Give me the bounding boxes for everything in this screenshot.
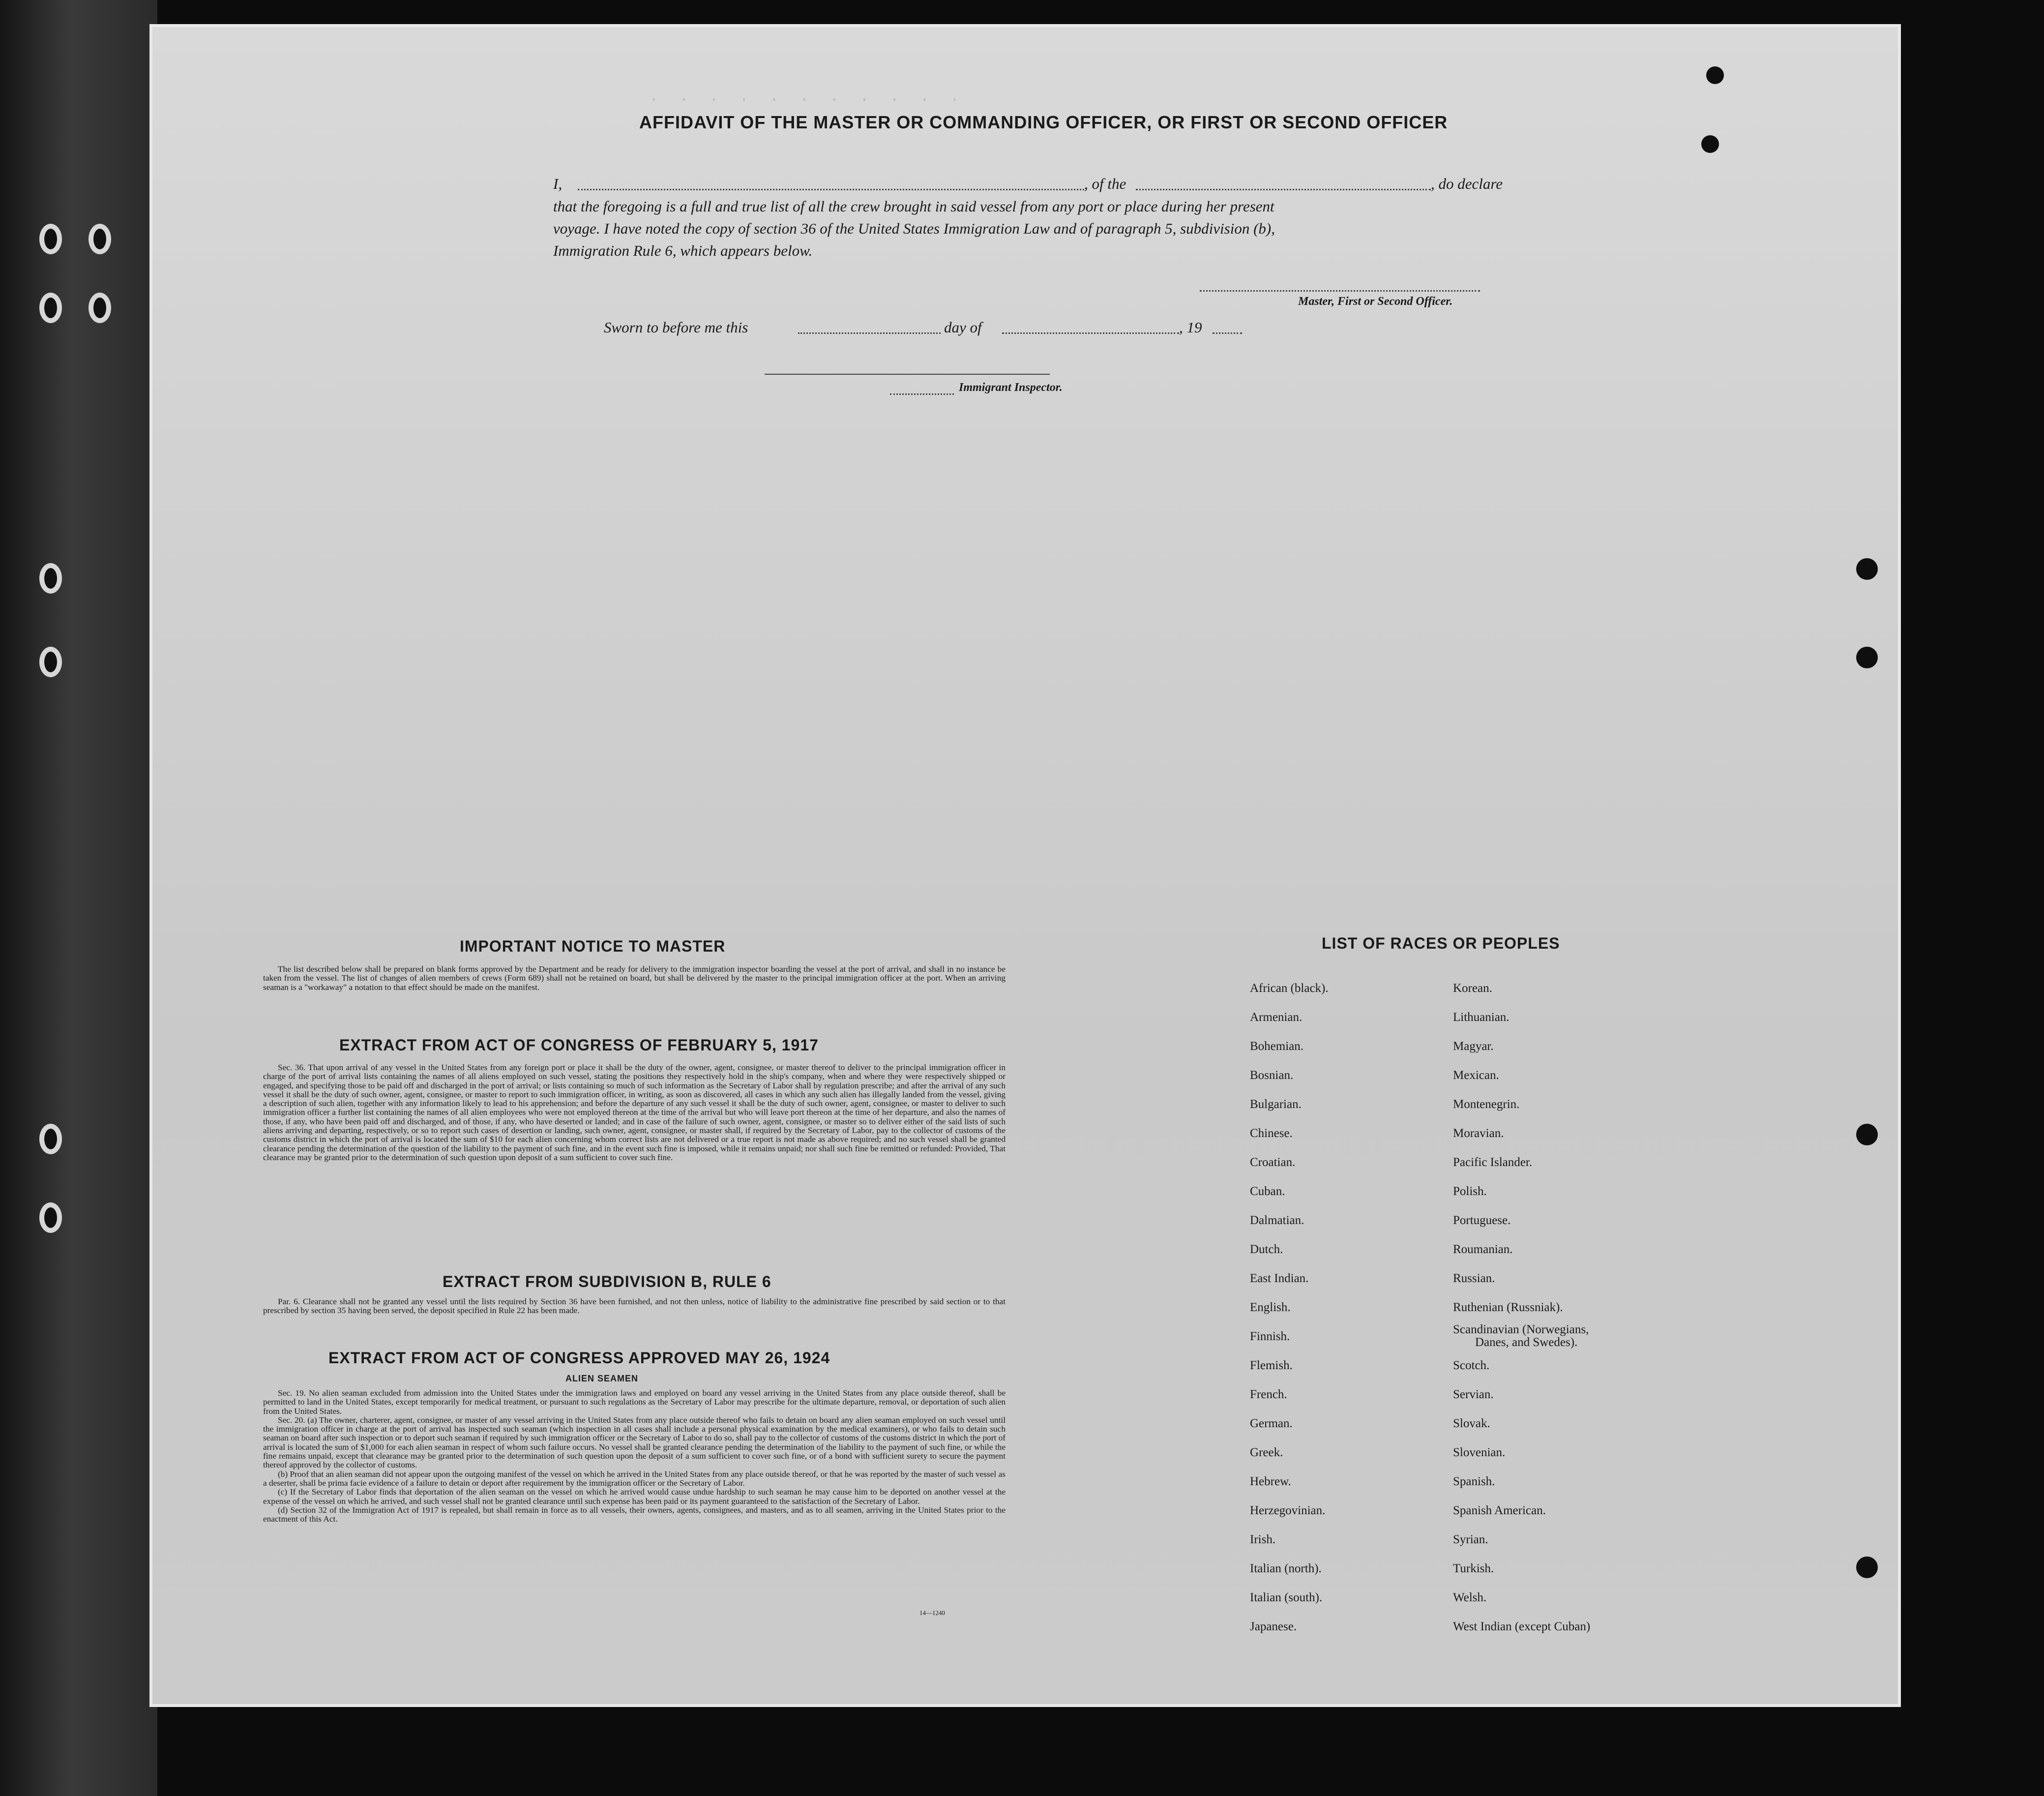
race-item: Bosnian. bbox=[1250, 1069, 1294, 1082]
bleed-through: · · · · · · · · · · · bbox=[418, 91, 960, 110]
race-item: Spanish American. bbox=[1453, 1504, 1546, 1517]
signature-caption: Master, First or Second Officer. bbox=[1298, 295, 1453, 308]
extract-rule6-title: EXTRACT FROM SUBDIVISION B, RULE 6 bbox=[443, 1273, 771, 1290]
affidavit-line-3: voyage. I have noted the copy of section 36 of the United States Immigration Law and of paragraph 5, subdivision (b), bbox=[553, 220, 1275, 237]
sworn-prefix: Sworn to before me this bbox=[604, 319, 748, 336]
race-item: Dalmatian. bbox=[1250, 1214, 1304, 1227]
punch-hole bbox=[1706, 66, 1724, 84]
race-item: Bohemian. bbox=[1250, 1040, 1304, 1053]
affidavit-line-2: that the foregoing is a full and true list of all the crew brought in said vessel from any port or place during her present bbox=[553, 198, 1274, 215]
race-item: Roumanian. bbox=[1453, 1243, 1513, 1256]
race-item: Scandinavian (Norwegians, bbox=[1453, 1323, 1589, 1336]
race-item: Spanish. bbox=[1453, 1475, 1495, 1488]
punch-hole bbox=[1856, 1124, 1878, 1145]
race-item: Armenian. bbox=[1250, 1011, 1303, 1024]
binder-hole bbox=[89, 293, 111, 323]
sworn-year: , 19 bbox=[1179, 319, 1202, 336]
race-item: Cuban. bbox=[1250, 1185, 1285, 1198]
affidavit-i: I, bbox=[553, 175, 563, 192]
race-item: Lithuanian. bbox=[1453, 1011, 1510, 1024]
vessel-blank bbox=[1136, 189, 1431, 190]
race-item: Ruthenian (Russniak). bbox=[1453, 1301, 1563, 1314]
race-item: Montenegrin. bbox=[1453, 1098, 1520, 1111]
signature-line bbox=[1200, 290, 1480, 292]
race-item: African (black). bbox=[1250, 982, 1329, 995]
race-item: Magyar. bbox=[1453, 1040, 1494, 1053]
race-item: Italian (south). bbox=[1250, 1591, 1323, 1604]
affidavit-of-the: , of the bbox=[1084, 175, 1126, 192]
race-item: Italian (north). bbox=[1250, 1562, 1322, 1575]
binder-hole bbox=[39, 563, 62, 594]
race-item: Polish. bbox=[1453, 1185, 1487, 1198]
extract-rule6-text: Par. 6. Clearance shall not be granted any vessel until the lists required by Section 36 have been furnished, and not then unless, notice of liability to the administrative fine prescribed by said section or to that prescribed by section 35 having been served, the deposit specified in Rule 22 has been made. bbox=[263, 1297, 1006, 1316]
race-item: Flemish. bbox=[1250, 1359, 1293, 1372]
affidavit-line-1 bbox=[553, 175, 1522, 195]
race-item: Finnish. bbox=[1250, 1330, 1290, 1343]
race-item: Welsh. bbox=[1453, 1591, 1487, 1604]
extract-1917-title: EXTRACT FROM ACT OF CONGRESS OF FEBRUARY 5, 1917 bbox=[339, 1036, 819, 1054]
inspector-dots bbox=[890, 393, 954, 395]
race-item: Herzegovinian. bbox=[1250, 1504, 1326, 1517]
binder-hole bbox=[39, 647, 62, 677]
punch-hole bbox=[1856, 647, 1878, 668]
punch-hole bbox=[1701, 135, 1719, 153]
extract-1924-title: EXTRACT FROM ACT OF CONGRESS APPROVED MAY 26, 1924 bbox=[328, 1349, 830, 1367]
race-item: West Indian (except Cuban) bbox=[1453, 1620, 1591, 1633]
extract-1924-body bbox=[263, 1389, 1006, 1524]
punch-hole bbox=[1856, 1557, 1878, 1578]
race-item: Turkish. bbox=[1453, 1562, 1494, 1575]
race-item: German. bbox=[1250, 1417, 1293, 1430]
sec-20a-text: Sec. 20. (a) The owner, charterer, agent, consignee, or master of any vessel arriving in the United States from any place outside thereof who fails to detain on board any alien seaman employed on such vessel until the immigration officer in charge at the port of arrival has inspected such seaman (which inspection in all cases shall include a personal physical examination by the medical examiners), or who fails to detain such seaman on board after such inspection or to deport such seaman if required by such immigration officer or the Secretary of Labor to do so, shall pay to the collector of customs of the customs district in which the port of arrival is located the sum of $1,000 for each alien seaman in respect of whom such failure occurs. No vessel shall be granted clearance pending the determination of the liability to the payment of such fine, or while the fine remains unpaid, except that clearance may be granted prior to the determination of such question upon the deposit of a sum sufficient to cover such fine, or of a bond with sufficient surety to secure the payment thereof approved by the collector of customs. bbox=[263, 1415, 1006, 1470]
race-item: Hebrew. bbox=[1250, 1475, 1291, 1488]
race-item: Mexican. bbox=[1453, 1069, 1499, 1082]
sworn-line bbox=[604, 319, 1292, 338]
extract-1917-text: Sec. 36. That upon arrival of any vessel in the United States from any foreign port or place it shall be the duty of the owner, agent, consignee, or master thereof to deliver to the principal immigration officer in charge of the port of arrival lists containing the names of all aliens employed on such vessel, stating the positions they respectively hold in the ship's company, when and where they were respectively shipped or engaged, and specifying those to be paid off and discharged in the port of arrival; or lists containing so much of such information as the Secretary of Labor shall by regulation prescribe; and after the arrival of any such vessel it shall be the duty of such owner, agent, consignee, or master to report to such immigration officer, in writing, as soon as discovered, all cases in which any such alien has illegally landed from the vessel, giving a description of such alien, together with any information likely to lead to his apprehension; and before the departure of any such vessel it shall be the duty of such owner, agent, consignee, or master to deliver to such immigration officer a further list containing the names of all alien employees who were not employed thereon at the time of the arrival but who will leave port thereon at the time of her departure, and also the names of those, if any, who have been paid off and discharged, and of those, if any, who have deserted or landed; and in case of the failure of such owner, agent, consignee, or master so to deliver either of the said lists of such aliens arriving and departing, respectively, or so to report such cases of desertion or landing, such owner, agent, consignee, or master shall, if required by the Secretary of Labor, pay to the collector of customs of the customs district in which the port of arrival is located the sum of $10 for each alien concerning whom correct lists are not delivered or a true report is not made as above required; and no such vessel shall be granted clearance pending the determination of the question of the liability to the payment of such fine, and in the event such fine is imposed, while it remains unpaid; nor shall such fine be remitted or refunded: Provided, That clearance may be granted prior to the determination of such question upon deposit of a sum sufficient to cover such fine. bbox=[263, 1063, 1006, 1162]
sec-20b-text: (b) Proof that an alien seaman did not appear upon the outgoing manifest of the vessel on which he arrived in the United States from any place outside thereof, or that he was reported by the master of such vessel as a deserter, shall be prima facie evidence of a failure to detain or deport after requirement by the immigration officer or the Secretary of Labor. bbox=[263, 1469, 1006, 1488]
race-item: Japanese. bbox=[1250, 1620, 1297, 1633]
binder-hole bbox=[39, 1202, 62, 1233]
race-item: Slovak. bbox=[1453, 1417, 1490, 1430]
race-item: Chinese. bbox=[1250, 1127, 1293, 1140]
race-item: Greek. bbox=[1250, 1446, 1283, 1459]
race-item: Syrian. bbox=[1453, 1533, 1488, 1546]
inspector-caption: Immigrant Inspector. bbox=[959, 381, 1063, 394]
punch-hole bbox=[1856, 558, 1878, 580]
race-item: Croatian. bbox=[1250, 1156, 1296, 1169]
binder-hole bbox=[89, 224, 111, 254]
race-item: Servian. bbox=[1453, 1388, 1494, 1401]
notice-text: The list described below shall be prepared on blank forms approved by the Department and be ready for delivery to the immigration inspector boarding the vessel at the port of arrival, and shall in no instance be taken from the vessel. The list of changes of alien members of crews (Form 689) shall not be retained on board, but shall be delivered by the master to the principal immigration officer at the port. When an arriving seaman is a "workaway" a notation to that effect should be made on the manifest. bbox=[263, 964, 1006, 992]
race-item: Bulgarian. bbox=[1250, 1098, 1302, 1111]
binding-edge bbox=[0, 0, 157, 1796]
race-item: Slovenian. bbox=[1453, 1446, 1506, 1459]
affidavit-declare: , do declare bbox=[1431, 175, 1503, 192]
race-item: Dutch. bbox=[1250, 1243, 1283, 1256]
sworn-day-of: day of bbox=[944, 319, 982, 336]
inspector-line bbox=[765, 374, 1050, 375]
binder-hole bbox=[39, 293, 62, 323]
race-item: English. bbox=[1250, 1301, 1291, 1314]
race-item: Korean. bbox=[1453, 982, 1492, 995]
race-item: French. bbox=[1250, 1388, 1287, 1401]
races-title: LIST OF RACES OR PEOPLES bbox=[1322, 934, 1560, 952]
affidavit-line-4: Immigration Rule 6, which appears below. bbox=[553, 242, 813, 259]
name-blank bbox=[578, 189, 1084, 190]
year-blank bbox=[1213, 332, 1242, 334]
sec-20d-text: (d) Section 32 of the Immigration Act of 1917 is repealed, but shall remain in force as to all vessels, their owners, agents, consignees, and masters, and as to all seamen, arriving in the United States prior to the enactment of this Act. bbox=[263, 1505, 1006, 1524]
race-item: Moravian. bbox=[1453, 1127, 1504, 1140]
race-item: Pacific Islander. bbox=[1453, 1156, 1533, 1169]
race-item: Irish. bbox=[1250, 1533, 1276, 1546]
sec-20c-text: (c) If the Secretary of Labor finds that deportation of the alien seaman on the vessel on which he arrived would cause undue hardship to such seaman he may cause him to be deported on another vessel at the expense of the vessel on which he arrived, and such vessel shall not be granted clearance until such expense has been paid or its payment guaranteed to the satisfaction of the Secretary of Labor. bbox=[263, 1487, 1006, 1506]
race-item: Russian. bbox=[1453, 1272, 1495, 1285]
race-item: Portuguese. bbox=[1453, 1214, 1511, 1227]
race-item: Scotch. bbox=[1453, 1359, 1490, 1372]
affidavit-title: AFFIDAVIT OF THE MASTER OR COMMANDING OFFICER, OR FIRST OR SECOND OFFICER bbox=[639, 112, 1448, 132]
binder-hole bbox=[39, 1124, 62, 1154]
race-item: East Indian. bbox=[1250, 1272, 1309, 1285]
notice-title: IMPORTANT NOTICE TO MASTER bbox=[460, 937, 726, 955]
day-blank bbox=[798, 332, 941, 334]
race-item-continuation: Danes, and Swedes). bbox=[1475, 1336, 1578, 1349]
month-blank bbox=[1002, 332, 1179, 334]
form-number: 14—1240 bbox=[919, 1609, 945, 1616]
sec-19-text: Sec. 19. No alien seaman excluded from admission into the United States under the immigration laws and employed on board any vessel arriving in the United States from any place outside thereof, shall be permitted to land in the United States, except temporarily for medical treatment, or pursuant to such regulations as the Secretary of Labor may prescribe for the ultimate departure, removal, or deportation of such alien from the United States. bbox=[263, 1388, 1006, 1416]
binder-hole bbox=[39, 224, 62, 254]
alien-seamen-subtitle: ALIEN SEAMEN bbox=[565, 1374, 639, 1383]
